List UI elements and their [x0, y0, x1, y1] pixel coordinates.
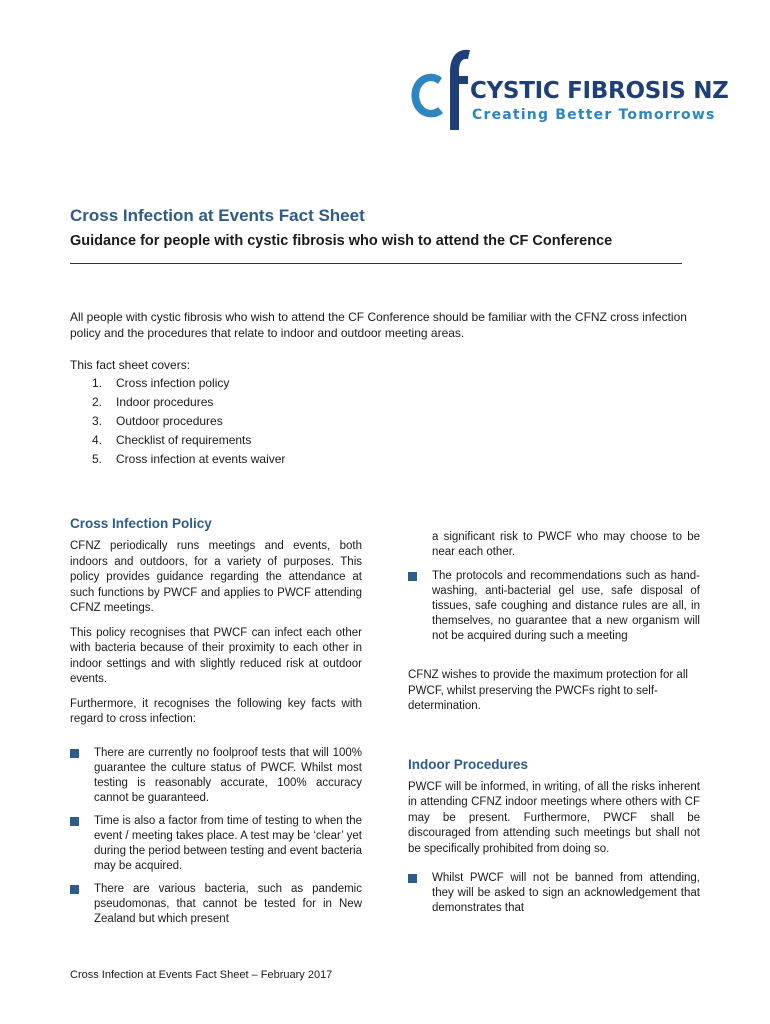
bullet-text: Whilst PWCF will not be banned from attending, they will be asked to sign an acknowledgement that demonstrates that [432, 872, 700, 914]
list-text: Indoor procedures [116, 395, 214, 409]
right-column [408, 530, 700, 916]
list-item [92, 374, 285, 393]
list-text: Cross infection policy [116, 376, 230, 390]
bullet-square-icon [70, 885, 79, 894]
bullet-text: There are currently no foolproof tests that will 100% guarantee the culture status of PWCF. Whilst most testing is reasonably accurate, 100% accuracy cannot be guaranteed. [94, 746, 362, 804]
list-number: 1. [92, 376, 103, 390]
list-text: Outdoor procedures [116, 414, 223, 428]
list-item [92, 431, 285, 450]
list-text: Cross infection at events waiver [116, 452, 286, 466]
title-divider [70, 263, 682, 264]
policy-paragraph-1: CFNZ periodically runs meetings and events, both indoors and outdoors, for a variety of purposes. This policy provides guidance regarding the attendance at such functions by PWCF and applies to PWCF attending CFNZ meetings. [70, 540, 362, 614]
list-number: 3. [92, 414, 103, 428]
list-item [408, 569, 700, 644]
indoor-bullets [408, 871, 700, 916]
section-heading-policy: Cross Infection Policy [70, 516, 212, 531]
intro-paragraph: All people with cystic fibrosis who wish to attend the CF Conference should be familiar with the CFNZ cross infection policy and the procedures that relate to indoor and outdoor meeting areas. [70, 310, 687, 340]
list-item [92, 412, 285, 431]
policy-bullets-continued [408, 530, 700, 644]
list-number: 4. [92, 433, 103, 447]
covers-intro: This fact sheet covers: [70, 358, 191, 372]
list-item [70, 882, 362, 927]
logo-name: CYSTIC FIBROSIS NZ [470, 78, 729, 104]
bullet-text: There are various bacteria, such as pandemic pseudomonas, that cannot be tested for in New Zealand but which present [94, 882, 362, 925]
list-number: 2. [92, 395, 103, 409]
bullet-text: Time is also a factor from time of testing to when the event / meeting takes place. A test may be ‘clear’ yet during the period between testing and event bacteria may be acquired. [94, 814, 362, 872]
list-item [408, 530, 700, 560]
list-item [92, 393, 285, 412]
section-heading-indoor: Indoor Procedures [408, 756, 529, 772]
list-text: Checklist of requirements [116, 433, 252, 447]
logo-tagline: Creating Better Tomorrows [472, 107, 716, 123]
list-item [92, 450, 285, 469]
list-item [70, 746, 362, 806]
bullet-square-icon [408, 874, 417, 883]
bullet-text: a significant risk to PWCF who may choose to be near each other. [432, 531, 700, 558]
policy-closing: CFNZ wishes to provide the maximum protection for all PWCF, whilst preserving the PWCFs right to self-determination. [408, 669, 688, 712]
bullet-square-icon [70, 817, 79, 826]
page-subtitle: Guidance for people with cystic fibrosis who wish to attend the CF Conference [70, 233, 613, 249]
policy-bullets [70, 746, 362, 927]
page-footer: Cross Infection at Events Fact Sheet – February 2017 [70, 969, 333, 981]
page-title: Cross Infection at Events Fact Sheet [70, 206, 365, 225]
left-column [70, 516, 362, 927]
cfnz-logo [402, 42, 729, 132]
list-item [70, 814, 362, 874]
list-item [408, 871, 700, 916]
policy-paragraph-2: This policy recognises that PWCF can infect each other with bacteria because of their proximity to each other in indoor settings and with slightly reduced risk at outdoor events. [70, 626, 362, 685]
policy-paragraph-3: Furthermore, it recognises the following key facts with regard to cross infection: [70, 697, 362, 725]
bullet-text: The protocols and recommendations such as hand-washing, anti-bacterial gel use, safe disposal of tissues, safe coughing and distance rules are all, in themselves, no guarantee that a new organism will not be acquired during such a meeting [432, 570, 700, 642]
bullet-square-icon [408, 572, 417, 581]
cf-monogram-icon [402, 42, 472, 132]
list-number: 5. [92, 452, 103, 466]
bullet-square-icon [70, 749, 79, 758]
indoor-paragraph-1: PWCF will be informed, in writing, of all the risks inherent in attending CFNZ indoor meetings where others with CF may be present. Furthermore, PWCF shall be discouraged from attending such meetings but shall not be specifically prohibited from doing so. [408, 780, 700, 855]
covers-list [92, 374, 285, 469]
